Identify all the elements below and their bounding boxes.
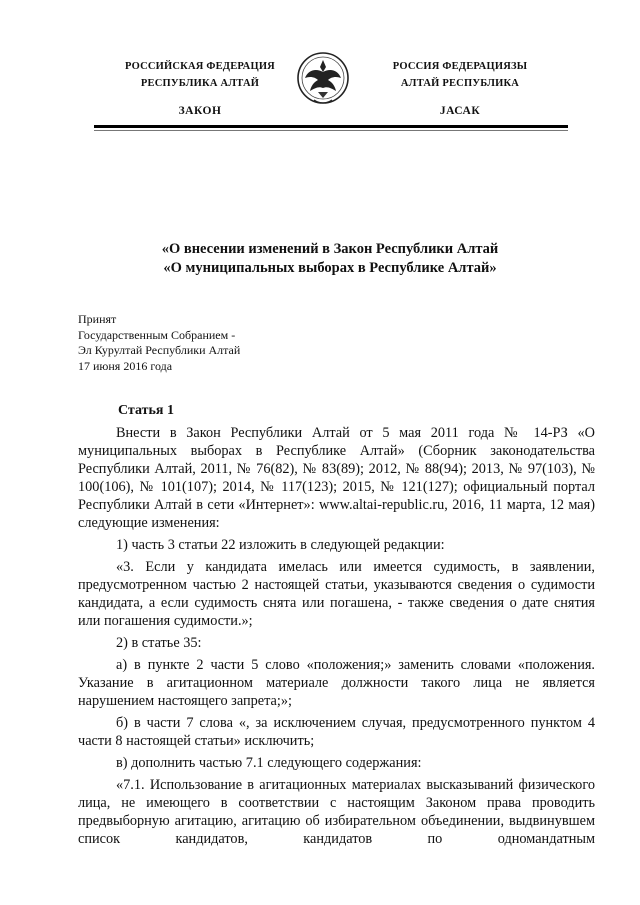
adoption-block: [78, 312, 240, 374]
article-body: [78, 424, 595, 852]
altai-emblem-icon: [296, 48, 350, 112]
article-paragraph: 1) часть 3 статьи 22 изложить в следующей редакции:: [116, 537, 445, 553]
header-divider: [94, 125, 568, 128]
adoption-line-1: Принят: [78, 312, 117, 326]
adoption-line-2: Государственным Собранием -: [78, 327, 236, 342]
header-left-block: [90, 58, 310, 120]
header-right-republic: АЛТАЙ РЕСПУБЛИКА: [400, 78, 520, 89]
header-right-law: JАСАК: [439, 105, 481, 117]
article-heading: Статья 1: [118, 403, 174, 418]
header-left-country: РОССИЙСКАЯ ФЕДЕРАЦИЯ: [125, 61, 275, 72]
article-paragraph: «3. Если у кандидата имелась или имеется судимость, в заявлении, предусмотренном частью 2 настоящей статьи, указываются сведения о судимости кандидата, а если судимость снята или погашена, - также сведения о дате снятия или погашения судимости.»;: [78, 559, 595, 629]
article-paragraph: Внести в Закон Республики Алтай от 5 мая 2011 года № 14-РЗ «О муниципальных выборах в Республике Алтай» (Сборник законодательства Республики Алтай, 2011, № 76(82), № 83(89); 2012, № 88(94); 2013, № 97(103), № 100(106), № 101(107); 2014, № 117(123); 2015, № 121(127); официальный портал Республики Алтай в сети «Интернет»: www.altai-republic.ru, 2016, 11 марта, 12 мая) следующие изменения:: [78, 425, 595, 531]
article-paragraph: «7.1. Использование в агитационных материалах высказываний физического лица, не имеющего в соответствии с настоящим Законом права проводить предвыборную агитацию, агитацию об избирательном объединении, выдвинувшем список кандидатов, кандидатов по одномандатным: [78, 777, 595, 847]
document-title: [60, 240, 600, 278]
header-right-country: РОССИЯ ФЕДЕРАЦИЯЗЫ: [392, 61, 528, 72]
header-right-block: [350, 58, 570, 120]
adoption-date: 17 июня 2016 года: [78, 358, 173, 373]
title-line-2: «О муниципальных выборах в Республике Алтай»: [163, 260, 497, 276]
article-paragraph: в) дополнить частью 7.1 следующего содержания:: [116, 755, 422, 771]
article-paragraph: а) в пункте 2 части 5 слово «положения;» заменить словами «положения. Указание в агитационном материале должности такого лица не является нарушением настоящего запрета;»;: [78, 657, 595, 709]
header-left-republic: РЕСПУБЛИКА АЛТАЙ: [140, 78, 260, 89]
article-paragraph: 2) в статье 35:: [116, 635, 202, 651]
title-line-1: «О внесении изменений в Закон Республики Алтай: [161, 241, 499, 257]
article-paragraph: б) в части 7 слова «, за исключением случая, предусмотренного пунктом 4 части 8 настоящей статьи» исключить;: [78, 715, 595, 749]
header-left-law: ЗАКОН: [178, 105, 222, 117]
adoption-line-3: Эл Курултай Республики Алтай: [78, 343, 241, 357]
header-divider-thin: [94, 130, 568, 131]
